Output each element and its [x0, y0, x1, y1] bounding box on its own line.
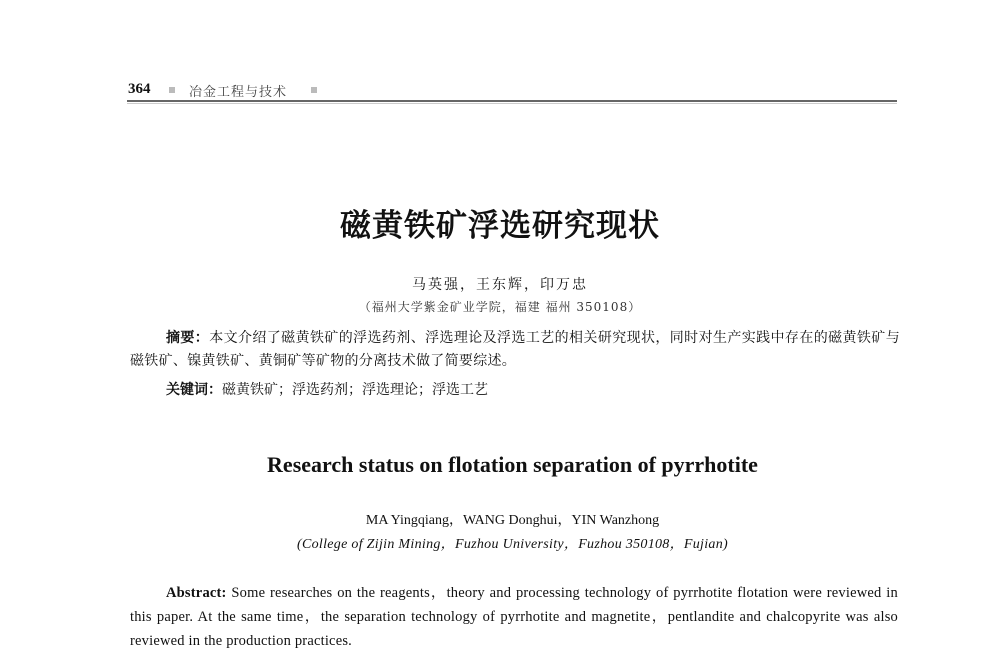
english-affiliation: (College of Zijin Mining，Fuzhou University，Fuzhou 350108，Fujian): [296, 537, 728, 552]
english-abstract-label: Abstract:: [166, 585, 227, 601]
page-number: 364: [128, 81, 151, 97]
chinese-abstract-text: 本文介绍了磁黄铁矿的浮选药剂、浮选理论及浮选工艺的相关研究现状，同时对生产实践中存在的磁黄铁矿与磁铁矿、镍黄铁矿、黄铜矿等矿物的分离技术做了简要综述。: [130, 330, 900, 369]
english-abstract: [130, 581, 898, 653]
chinese-authors: 马英强，王东辉，印万忠: [412, 277, 588, 293]
journal-name: 冶金工程与技术: [189, 85, 288, 100]
english-abstract-text: Some researches on the reagents，theory and processing technology of pyrrhotite flotation were reviewed in this paper. At the same time，the separation technology of pyrrhotite and magnetite，pentlandite and chalcopyrite was also reviewed in the production practices.: [130, 585, 898, 649]
chinese-title: 磁黄铁矿浮选研究现状: [340, 208, 660, 244]
chinese-abstract-label: 摘要：: [166, 330, 210, 346]
chinese-keywords: [166, 379, 896, 399]
chinese-affiliation: （福州大学紫金矿业学院，福建 福州 350108）: [358, 300, 642, 314]
header-rule-thin: [127, 103, 897, 104]
running-header: [127, 78, 897, 104]
header-bullet-right: [311, 87, 317, 93]
english-authors: MA Yingqiang，WANG Donghui，YIN Wanzhong: [365, 513, 660, 528]
header-bullet-left: [169, 87, 175, 93]
english-title: Research status on flotation separation of pyrrhotite: [267, 452, 758, 477]
header-rule: [127, 100, 897, 102]
chinese-keywords-text: 磁黄铁矿；浮选药剂；浮选理论；浮选工艺: [222, 382, 488, 398]
chinese-keywords-label: 关键词：: [166, 382, 222, 398]
chinese-abstract: [130, 327, 900, 373]
